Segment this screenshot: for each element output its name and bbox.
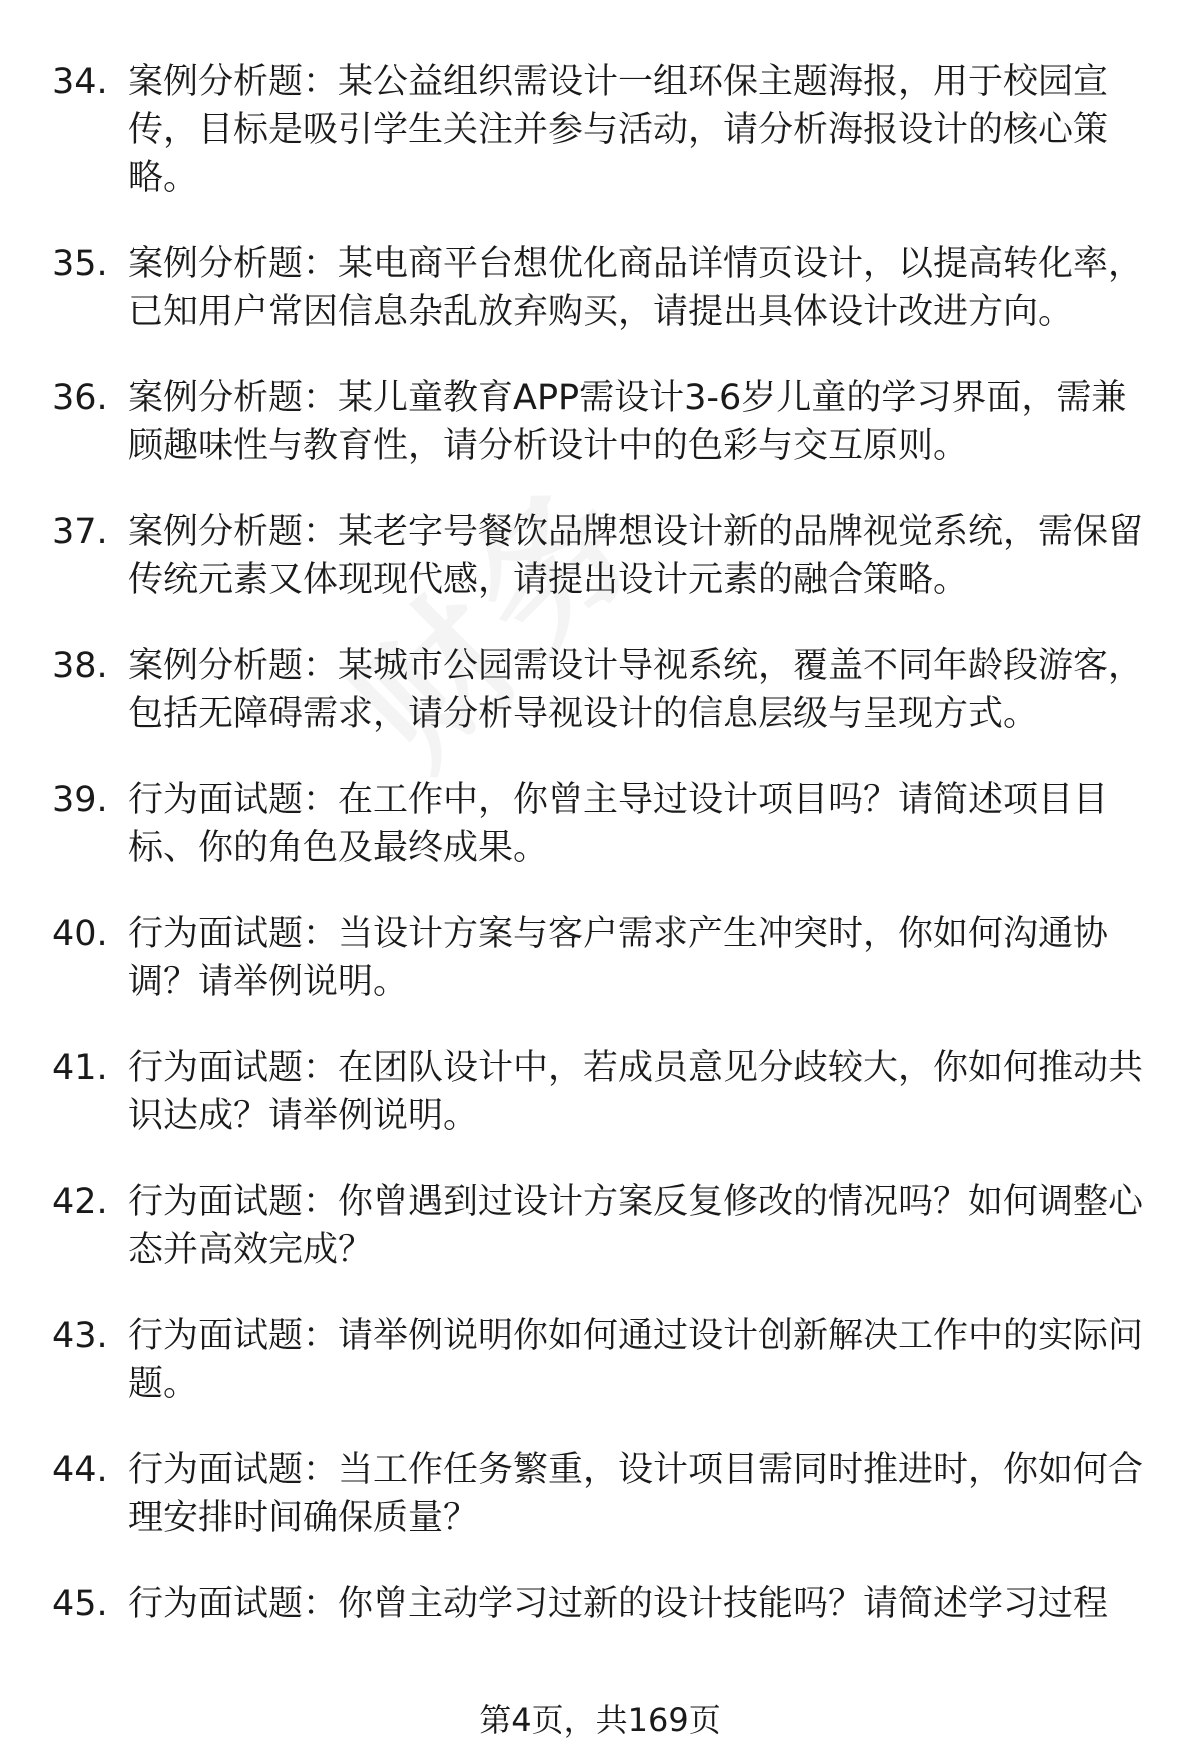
- question-text: 案例分析题：某电商平台想优化商品详情页设计，以提高转化率，已知用户常因信息杂乱放弃购买，请提出具体设计改进方向。: [128, 244, 1144, 332]
- question-number: 38.: [52, 646, 108, 686]
- question-number: 45.: [52, 1584, 108, 1624]
- question-number: 44.: [52, 1450, 108, 1490]
- question-number: 39.: [52, 780, 108, 820]
- question-text: 行为面试题：在工作中，你曾主导过设计项目吗？请简述项目目标、你的角色及最终成果。: [128, 780, 1109, 868]
- question-item: [0, 1178, 1200, 1274]
- question-item: [0, 642, 1200, 738]
- question-text: 案例分析题：某老字号餐饮品牌想设计新的品牌视觉系统，需保留传统元素又体现现代感，请提出设计元素的融合策略。: [128, 512, 1144, 600]
- question-number: 37.: [52, 512, 108, 552]
- question-text: 案例分析题：某公益组织需设计一组环保主题海报，用于校园宣传，目标是吸引学生关注并参与活动，请分析海报设计的核心策略。: [128, 62, 1109, 198]
- question-text: 行为面试题：当设计方案与客户需求产生冲突时，你如何沟通协调？请举例说明。: [128, 914, 1109, 1002]
- question-text: 行为面试题：当工作任务繁重，设计项目需同时推进时，你如何合理安排时间确保质量？: [128, 1450, 1144, 1538]
- question-text: 行为面试题：请举例说明你如何通过设计创新解决工作中的实际问题。: [128, 1316, 1144, 1404]
- question-item: [0, 1044, 1200, 1140]
- question-text: 行为面试题：你曾遇到过设计方案反复修改的情况吗？如何调整心态并高效完成？: [128, 1182, 1144, 1270]
- question-text: 行为面试题：你曾主动学习过新的设计技能吗？请简述学习过程: [128, 1584, 1109, 1624]
- question-number: 43.: [52, 1316, 108, 1356]
- question-item: [0, 776, 1200, 872]
- question-item: [0, 508, 1200, 604]
- question-item: [0, 374, 1200, 470]
- question-item: [0, 910, 1200, 1006]
- question-number: 35.: [52, 244, 108, 284]
- question-item: [0, 58, 1200, 202]
- question-number: 40.: [52, 914, 108, 954]
- question-item: [0, 1580, 1200, 1628]
- page-number-footer: 第4页，共169页: [479, 1701, 721, 1739]
- question-list: [0, 58, 1200, 1666]
- question-number: 34.: [52, 62, 108, 102]
- question-text: 案例分析题：某城市公园需设计导视系统，覆盖不同年龄段游客，包括无障碍需求，请分析导视设计的信息层级与呈现方式。: [128, 646, 1144, 734]
- question-item: [0, 1312, 1200, 1408]
- question-number: 41.: [52, 1048, 108, 1088]
- question-number: 36.: [52, 378, 108, 418]
- question-item: [0, 1446, 1200, 1542]
- question-number: 42.: [52, 1182, 108, 1222]
- question-text: 案例分析题：某儿童教育APP需设计3-6岁儿童的学习界面，需兼顾趣味性与教育性，请分析设计中的色彩与交互原则。: [128, 378, 1127, 466]
- question-item: [0, 240, 1200, 336]
- question-text: 行为面试题：在团队设计中，若成员意见分歧较大，你如何推动共识达成？请举例说明。: [128, 1048, 1144, 1136]
